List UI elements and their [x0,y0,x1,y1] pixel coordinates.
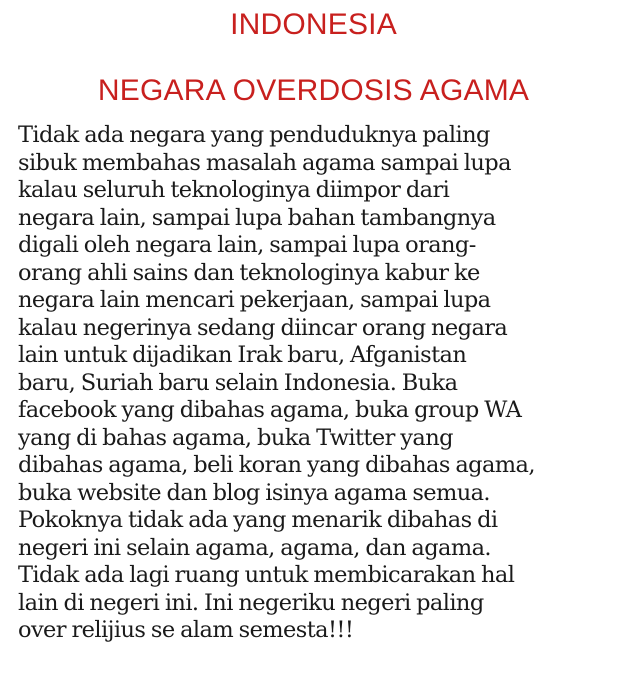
title-line-1: INDONESIA [230,8,397,41]
body-line: kalau negerinya sedang diincar orang negara [18,314,508,341]
body-line: over relijius se alam semesta!!! [18,617,354,643]
body-line: buka website dan blog isinya agama semua. [18,479,490,506]
body-paragraph [18,122,618,645]
body-line: Tidak ada negara yang penduduknya paling [18,122,490,148]
body-line: negara lain, sampai lupa bahan tambangnya [18,204,496,231]
body-line: Tidak ada lagi ruang untuk membicarakan hal [18,562,515,588]
body-line: Pokoknya tidak ada yang menarik dibahas di [18,507,498,533]
body-line: orang ahli sains dan teknologinya kabur ke [18,259,480,286]
body-line: negeri ini selain agama, agama, dan agama. [18,534,491,561]
body-line: baru, Suriah baru selain Indonesia. Buka [18,369,458,396]
body-line: kalau seluruh teknologinya diimpor dari [18,177,450,203]
body-line: dibahas agama, beli koran yang dibahas agama, [18,452,535,478]
body-line: lain untuk dijadikan Irak baru, Afganistan [18,342,467,368]
body-line: lain di negeri ini. Ini negeriku negeri paling [18,589,484,616]
title-line-2: NEGARA OVERDOSIS AGAMA [97,74,530,107]
body-line: yang di bahas agama, buka Twitter yang [18,424,453,451]
body-line: facebook yang dibahas agama, buka group WA [18,397,522,423]
body-line: digali oleh negara lain, sampai lupa orang- [18,232,476,258]
body-line: sibuk membahas masalah agama sampai lupa [18,149,511,176]
body-line: negara lain mencari pekerjaan, sampai lupa [18,287,491,313]
